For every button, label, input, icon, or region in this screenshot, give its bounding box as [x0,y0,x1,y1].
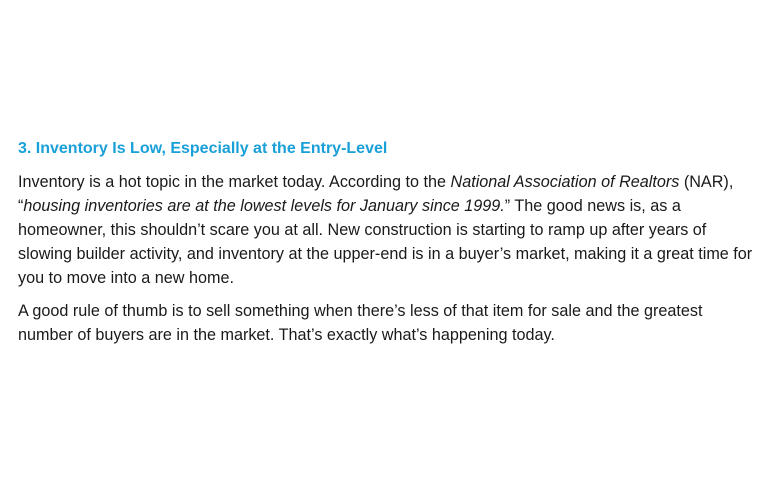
section-heading: 3. Inventory Is Low, Especially at the Entry-Level [18,140,388,157]
quoted-statement: housing inventories are at the lowest levels for January since 1999. [23,197,505,215]
paragraph-rule-of-thumb: A good rule of thumb is to sell something when there’s less of that item for sale and the greatest number of buyers are in the market. That’s exactly what’s happening today. [18,302,703,344]
paragraph-text: Inventory is a hot topic in the market today. According to the [18,173,451,191]
paragraph-inventory [18,170,753,290]
article-section [18,138,753,356]
source-name: National Association of Realtors [450,173,680,191]
paragraph-text: ” The good news is, as a homeowner, this shouldn’t scare you at all. New construction is starting to ramp up after years of slowing builder activity, and inventory at the upper-end is in a buyer’s market, making it a great time for you to move into a new home. [18,197,753,287]
paragraph-text: (NAR), “ [18,173,734,215]
